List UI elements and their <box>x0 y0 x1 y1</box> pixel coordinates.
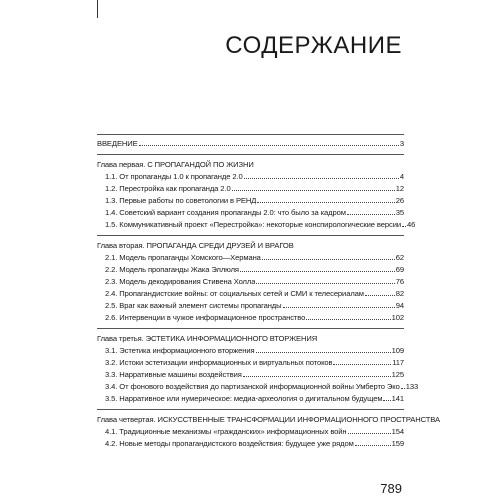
toc-entry[interactable] <box>97 181 404 193</box>
dot-leader <box>243 376 391 377</box>
entry-page: 102 <box>391 313 404 323</box>
entry-page: 94 <box>395 301 404 311</box>
dot-leader <box>139 145 399 146</box>
entry-title: 2.1. Модель пропаганды Хомского—Хермана <box>105 254 261 262</box>
table-of-contents <box>97 134 440 454</box>
toc-entry[interactable] <box>97 391 404 403</box>
entry-page: 109 <box>391 346 404 356</box>
page-number: 789 <box>380 481 402 496</box>
toc-section-chapter-4 <box>97 409 440 449</box>
entry-title: 2.3. Модель декодирования Стивена Холла <box>105 278 256 286</box>
page-title: СОДЕРЖАНИЕ <box>225 32 402 59</box>
dot-leader <box>256 283 394 284</box>
toc-entry[interactable] <box>97 169 404 181</box>
entry-title: 3.3. Нарративные машины воздействия <box>105 371 242 379</box>
entry-title: 1.1. От пропаганды 1.0 к пропаганде 2.0 <box>105 173 243 181</box>
chapter-title[interactable]: Глава вторая. ПРОПАГАНДА СРЕДИ ДРУЗЕЙ И ВРАГОВ <box>97 241 294 251</box>
entry-page: 141 <box>391 394 404 404</box>
chapter-title[interactable]: Глава третья. ЭСТЕТИКА ИНФОРМАЦИОННОГО ВТОРЖЕНИЯ <box>97 334 318 344</box>
entry-page: 4 <box>399 172 404 182</box>
entry-page: 12 <box>395 184 404 194</box>
section-divider <box>97 409 404 410</box>
toc-entry[interactable] <box>97 355 404 367</box>
entry-title: 4.2. Новые методы пропагандистского воздействия: будущее уже рядом <box>105 440 354 448</box>
dot-leader <box>244 178 399 179</box>
entry-title: 3.2. Истоки эстетизации информационных и виртуальных потоков <box>105 359 333 367</box>
section-divider <box>97 235 404 236</box>
dot-leader <box>401 388 405 389</box>
entry-title: 2.5. Враг как важный элемент системы пропаганды <box>105 302 282 310</box>
entry-page: 154 <box>391 427 404 437</box>
entry-title: 1.3. Первые работы по советологии в РЕНД <box>105 197 257 205</box>
dot-leader <box>306 319 390 320</box>
toc-entry-intro[interactable] <box>97 136 404 148</box>
chapter-title[interactable]: Глава четвертая. ИСКУССТВЕННЫЕ ТРАНСФОРМАЦИИ ИНФОРМАЦИОННОГО ПРОСТРАНСТВА <box>97 415 440 425</box>
entry-page: 26 <box>395 196 404 206</box>
entry-page: 82 <box>395 289 404 299</box>
entry-page: 125 <box>391 370 404 380</box>
toc-entry[interactable] <box>97 367 404 379</box>
toc-section-chapter-2 <box>97 235 404 322</box>
toc-entry[interactable] <box>97 379 419 392</box>
dot-leader <box>365 295 395 296</box>
entry-title: 3.1. Эстетика информационного вторжения <box>105 347 255 355</box>
dot-leader <box>257 202 394 203</box>
entry-page: 133 <box>405 382 419 392</box>
dot-leader <box>348 433 391 434</box>
dot-leader <box>333 364 391 365</box>
chapter-title[interactable]: Глава первая. С ПРОПАГАНДОЙ ПО ЖИЗНИ <box>97 160 254 170</box>
toc-entry[interactable] <box>97 436 404 448</box>
top-margin-rule <box>97 0 98 18</box>
entry-page: 46 <box>407 220 416 230</box>
entry-page: 76 <box>395 277 404 287</box>
toc-entry[interactable] <box>97 286 404 298</box>
entry-page: 117 <box>392 358 404 368</box>
toc-entry[interactable] <box>97 343 404 355</box>
toc-entry[interactable] <box>97 424 404 436</box>
entry-title: 2.4. Пропагандистские войны: от социальных сетей и СМИ к телесериалам <box>105 290 364 298</box>
entry-page: 69 <box>395 265 404 275</box>
dot-leader <box>240 271 395 272</box>
dot-leader <box>355 445 391 446</box>
entry-title: 3.5. Нарративное или нумерическое: медиа-археология о дигитальном будущем <box>105 395 383 403</box>
dot-leader <box>232 190 395 191</box>
toc-entry[interactable] <box>97 310 404 322</box>
toc-section-intro <box>97 134 404 148</box>
toc-entry[interactable] <box>97 262 404 274</box>
toc-entry[interactable] <box>97 205 404 217</box>
entry-page: 62 <box>395 253 404 263</box>
entry-title: 2.6. Интервенции в чужое информационное пространство <box>105 314 306 322</box>
dot-leader <box>383 400 390 401</box>
section-divider <box>97 328 404 329</box>
entry-title: 1.2. Перестройка как пропаганда 2.0 <box>105 185 231 193</box>
entry-page: 3 <box>399 139 404 149</box>
section-divider <box>97 154 404 155</box>
dot-leader <box>256 352 391 353</box>
entry-title: 3.4. От фонового воздействия до партизанской информационной войны Умберто Эко <box>105 383 400 391</box>
dot-leader <box>347 214 395 215</box>
toc-section-chapter-3 <box>97 328 419 404</box>
section-divider <box>97 134 404 135</box>
toc-entry[interactable] <box>97 250 404 262</box>
dot-leader <box>283 307 395 308</box>
dot-leader <box>262 259 395 260</box>
entry-page: 159 <box>391 439 404 449</box>
toc-entry[interactable] <box>97 193 404 205</box>
entry-title: 1.5. Коммуникативный проект «Перестройка»: некоторые конспирологические версии <box>105 221 401 229</box>
entry-title: 1.4. Советский вариант создания пропаганды 2.0: что было за кадром <box>105 209 346 217</box>
toc-entry[interactable] <box>97 274 404 286</box>
entry-title: 2.2. Модель пропаганды Жака Эллюля <box>105 266 239 274</box>
entry-title: ВВЕДЕНИЕ <box>97 140 138 148</box>
entry-page: 35 <box>395 208 404 218</box>
toc-section-chapter-1 <box>97 154 416 230</box>
entry-title: 4.1. Традиционные механизмы «гражданских» информационных войн <box>105 428 347 436</box>
toc-entry[interactable] <box>97 217 416 230</box>
dot-leader <box>402 226 406 227</box>
toc-entry[interactable] <box>97 298 404 310</box>
